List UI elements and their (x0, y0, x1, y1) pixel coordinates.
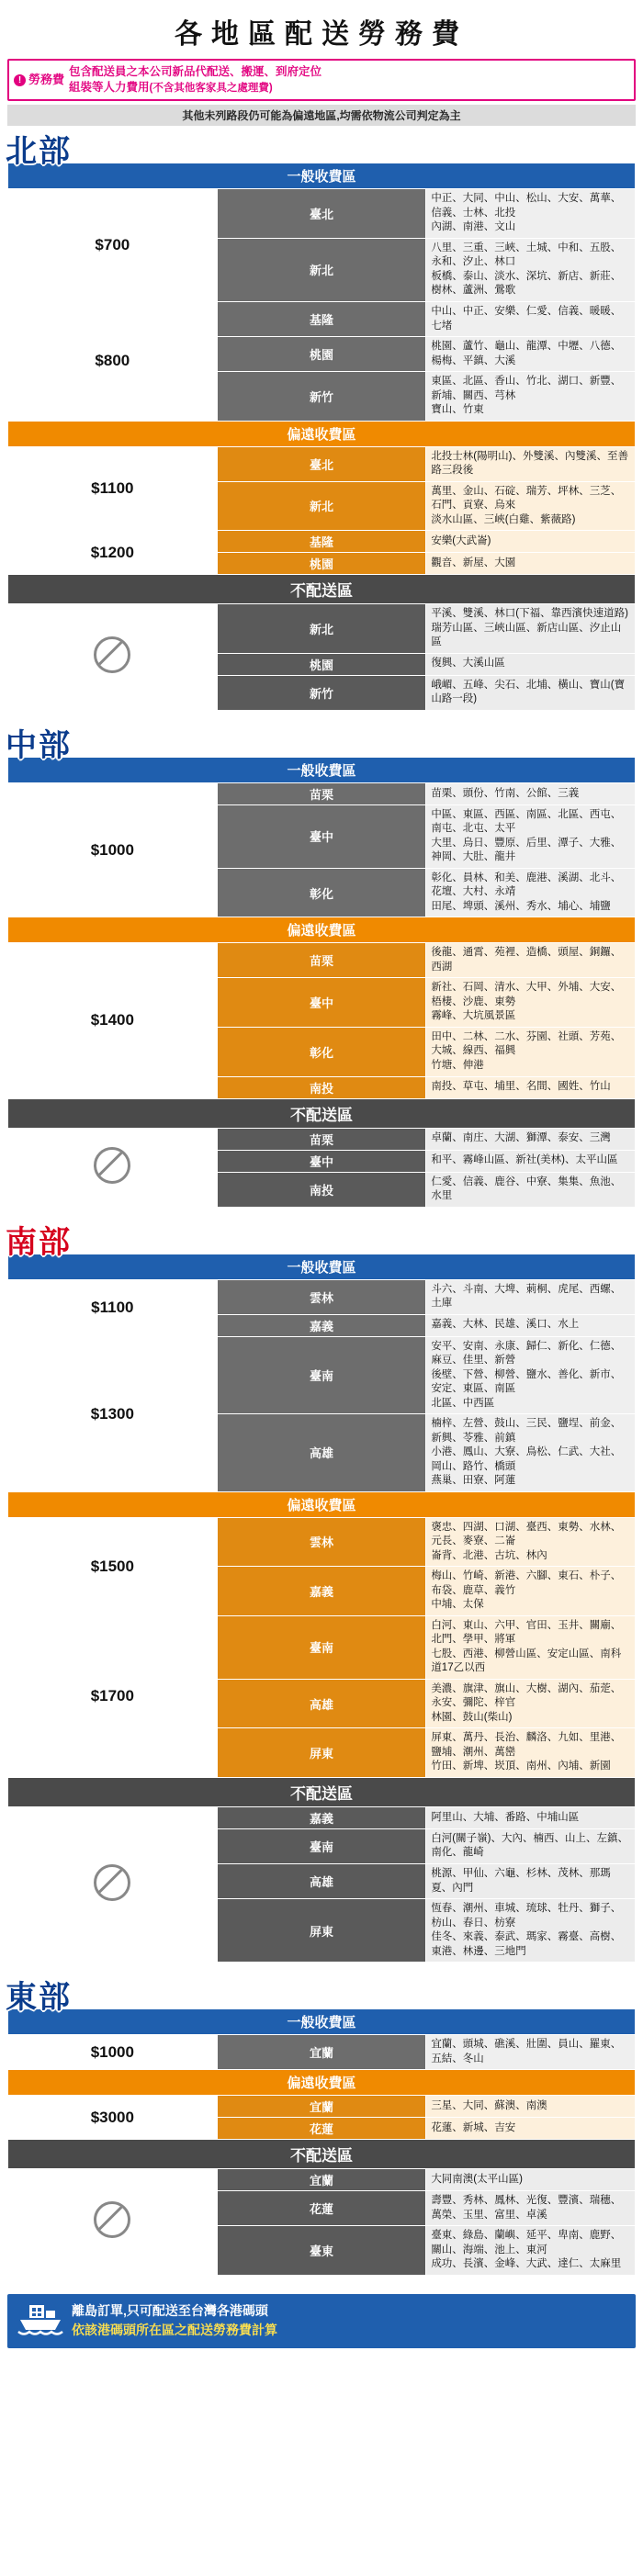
area-line: 白河、東山、六甲、官田、玉井、關廟、北門、學甲、將軍 (431, 1619, 622, 1646)
price-cell: $1100 (8, 1279, 218, 1336)
area-list-cell (426, 1806, 636, 1828)
area-list-cell (426, 238, 636, 301)
area-line: 臺東、綠島、蘭嶼、延平、卑南、鹿野、關山、海端、池上、東河 (431, 2230, 622, 2255)
section-spacer (0, 1963, 643, 1972)
price-cell: $1100 (8, 446, 218, 531)
area-line: 白河(關子嶺)、大內、楠西、山上、左鎮、南化、龍崎 (431, 1832, 628, 1859)
area-line: 大里、烏日、豐原、后里、潭子、大雅、神岡、大肚、龍井 (431, 837, 622, 863)
price-cell: $1300 (8, 1336, 218, 1491)
region-name: 南部 (6, 1224, 72, 1260)
city-cell: 桃園 (217, 553, 426, 575)
area-line: 桃園、蘆竹、龜山、龍潭、中壢、八德、楊梅、平鎮、大溪 (431, 341, 622, 366)
city-cell: 嘉義 (217, 1567, 426, 1616)
area-line: 中正、大同、中山、松山、大安、萬華、信義、士林、北投 (431, 193, 622, 219)
no-entry-icon (94, 1864, 130, 1901)
city-cell: 臺北 (217, 446, 426, 481)
table-row (8, 531, 636, 553)
price-cell: $3000 (8, 2096, 218, 2140)
table-row (8, 2035, 636, 2070)
area-line: 林園、鼓山(柴山) (431, 1711, 513, 1723)
city-cell: 臺中 (217, 804, 426, 868)
table-row (8, 1279, 636, 1314)
city-cell: 新竹 (217, 675, 426, 710)
area-line: 燕巢、田寮、阿蓮 (431, 1475, 516, 1487)
area-line: 中區、東區、西區、南區、北區、西屯、南屯、北屯、太平 (431, 808, 622, 835)
area-list-cell (426, 337, 636, 372)
area-line: 佳冬、來義、泰武、瑪家、霧臺、高樹、東港、林邊、三地門 (431, 1931, 622, 1957)
footer-line-1: 離島訂單,只可配送至台灣各港碼頭 (72, 2303, 268, 2319)
city-cell: 彰化 (217, 868, 426, 917)
area-line: 田中、二林、二水、芬園、社頭、芳苑、大城、線西、福興 (431, 1030, 622, 1057)
region-header-0 (0, 131, 643, 170)
area-list-cell (426, 553, 636, 575)
table-row (8, 1806, 636, 1828)
area-line: 霧峰、大坑風景區 (431, 1010, 516, 1022)
city-cell: 臺北 (217, 189, 426, 239)
area-line: 板橋、泰山、淡水、深坑、新店、新莊、樹林、蘆洲、鶯歌 (431, 270, 622, 297)
price-cell: $1200 (8, 531, 218, 575)
exclamation-icon: ! (14, 74, 26, 86)
section-bar-noship: 不配送區 (8, 1777, 636, 1806)
area-line: 美濃、旗津、旗山、大樹、湖內、茄萣、永安、彌陀、梓官 (431, 1682, 622, 1709)
note-body (69, 61, 325, 99)
area-line: 中山、中正、安樂、仁愛、信義、暖暖、七堵 (431, 306, 622, 332)
table-row (8, 2096, 636, 2118)
regions-container (0, 131, 643, 2284)
city-cell: 南投 (217, 1172, 426, 1207)
area-line: 小港、鳳山、大寮、鳥松、仁武、大社、岡山、路竹、橋頭 (431, 1446, 622, 1472)
no-entry-icon (94, 636, 130, 673)
area-list-cell (426, 1615, 636, 1679)
city-cell: 高雄 (217, 1414, 426, 1492)
city-cell: 屏東 (217, 1728, 426, 1778)
area-line: 觀音、新屋、大園 (431, 557, 516, 568)
city-cell: 屏東 (217, 1899, 426, 1963)
area-line: 淡水山區、三峽(白雞、紫薇路) (431, 513, 576, 525)
region-name: 中部 (6, 727, 72, 763)
area-list-cell (426, 1027, 636, 1076)
city-cell: 宜蘭 (217, 2169, 426, 2191)
area-list-cell (426, 1414, 636, 1492)
price-cell: $1000 (8, 782, 218, 917)
ship-icon (17, 2301, 64, 2341)
section-bar-noship: 不配送區 (8, 2140, 636, 2169)
area-line: 峨嵋、五峰、尖石、北埔、橫山、寶山(寶山路一段) (431, 679, 626, 705)
area-list-cell (426, 804, 636, 868)
region-table-東部 (7, 2008, 636, 2276)
area-line: 屏東、萬丹、長治、麟洛、九如、里港、鹽埔、潮州、萬巒 (431, 1732, 622, 1758)
city-cell: 高雄 (217, 1679, 426, 1728)
area-line: 內湖、南港、文山 (431, 221, 516, 233)
section-bar-normal: 一般收費區 (8, 1254, 636, 1279)
area-list-cell (426, 2169, 636, 2191)
section-spacer (0, 711, 643, 720)
area-list-cell (426, 2226, 636, 2276)
section-bar-remote: 偏遠收費區 (8, 1491, 636, 1517)
service-fee-note (7, 59, 636, 101)
table-row (8, 302, 636, 337)
no-delivery-icon (8, 1806, 218, 1962)
region-header-1 (0, 726, 643, 763)
city-cell: 高雄 (217, 1864, 426, 1899)
area-line: 褒忠、四湖、口湖、臺西、東勢、水林、元長、麥寮、二崙 (431, 1521, 622, 1547)
region-name: 東部 (6, 1980, 72, 2016)
price-cell: $700 (8, 189, 218, 302)
area-list-cell (426, 653, 636, 675)
city-cell: 新北 (217, 238, 426, 301)
table-row (8, 1336, 636, 1414)
city-cell: 臺東 (217, 2226, 426, 2276)
area-line: 七股、西港、柳營山區、安定山區、南科道17乙以西 (431, 1648, 622, 1674)
area-list-cell (426, 1128, 636, 1150)
area-line: 北區、中西區 (431, 1397, 495, 1409)
table-row (8, 1615, 636, 1679)
area-list-cell (426, 1567, 636, 1616)
price-cell: $1000 (8, 2035, 218, 2070)
city-cell: 彰化 (217, 1027, 426, 1076)
section-bar-noship: 不配送區 (8, 1098, 636, 1128)
area-list-cell (426, 2096, 636, 2118)
table-row (8, 2169, 636, 2191)
city-cell: 苗栗 (217, 782, 426, 804)
footer-text (72, 2301, 277, 2340)
city-cell: 桃園 (217, 337, 426, 372)
no-delivery-icon (8, 1128, 218, 1207)
area-line: 後壁、下營、柳營、鹽水、善化、新市、安定、東區、南區 (431, 1368, 622, 1395)
area-list-cell (426, 782, 636, 804)
table-row (8, 604, 636, 654)
area-line: 瑞芳山區、三峽山區、新店山區、汐止山區 (431, 622, 622, 648)
note-line-2 (69, 80, 322, 96)
area-line: 寶山、竹東 (431, 404, 484, 416)
area-list-cell (426, 189, 636, 239)
area-list-cell (426, 675, 636, 710)
area-line: 田尾、埤頭、溪州、秀水、埔心、埔鹽 (431, 900, 611, 912)
area-line: 桃源、甲仙、六龜、杉林、茂林、那瑪夏、內門 (431, 1868, 611, 1894)
area-list-cell (426, 978, 636, 1028)
area-list-cell (426, 2035, 636, 2070)
region-header-3 (0, 1977, 643, 2016)
footer-notice (7, 2294, 636, 2348)
area-line: 三星、大同、蘇澳、南澳 (431, 2099, 547, 2111)
city-cell: 雲林 (217, 1517, 426, 1567)
area-line: 大同南澳(太平山區) (431, 2173, 523, 2185)
area-list-cell (426, 372, 636, 422)
area-line: 成功、長濱、金峰、大武、達仁、太麻里 (431, 2258, 622, 2270)
area-list-cell (426, 943, 636, 978)
area-line: 卓蘭、南庄、大湖、獅潭、泰安、三灣 (431, 1132, 611, 1144)
city-cell: 新北 (217, 481, 426, 531)
no-delivery-icon (8, 604, 218, 711)
section-spacer (0, 1208, 643, 1217)
note-badge (9, 61, 69, 99)
area-line: 彰化、員林、和美、鹿港、溪湖、北斗、花壇、大村、永靖 (431, 872, 622, 898)
area-line: 新社、石岡、清水、大甲、外埔、大安、梧棲、沙鹿、東勢 (431, 982, 622, 1007)
city-cell: 嘉義 (217, 1314, 426, 1336)
area-list-cell (426, 302, 636, 337)
area-line: 苗栗、頭份、竹南、公館、三義 (431, 787, 580, 799)
note-line-2-main: 組裝等人力費用 (69, 80, 150, 94)
region-name: 北部 (6, 134, 72, 170)
section-bar-remote: 偏遠收費區 (8, 917, 636, 943)
city-cell: 苗栗 (217, 1128, 426, 1150)
area-list-cell (426, 1517, 636, 1567)
area-line: 復興、大溪山區 (431, 658, 505, 669)
area-list-cell (426, 1336, 636, 1414)
area-list-cell (426, 2118, 636, 2140)
price-cell: $1700 (8, 1615, 218, 1777)
page-title: 各地區配送勞務費 (175, 19, 468, 50)
city-cell: 宜蘭 (217, 2096, 426, 2118)
area-list-cell (426, 1279, 636, 1314)
gray-band-notice: 其他未列路段仍可能為偏遠地區,均需依物流公司判定為主 (7, 105, 636, 126)
city-cell: 花蓮 (217, 2191, 426, 2226)
area-list-cell (426, 1864, 636, 1899)
city-cell: 臺南 (217, 1828, 426, 1863)
city-cell: 苗栗 (217, 943, 426, 978)
area-list-cell (426, 1314, 636, 1336)
note-badge-label: 勞務費 (28, 73, 65, 87)
area-list-cell (426, 868, 636, 917)
city-cell: 新竹 (217, 372, 426, 422)
section-bar-noship: 不配送區 (8, 575, 636, 604)
area-list-cell (426, 1899, 636, 1963)
area-line: 阿里山、大埔、番路、中埔山區 (431, 1811, 580, 1823)
price-cell: $800 (8, 302, 218, 422)
area-line: 和平、霧峰山區、新社(美林)、太平山區 (431, 1154, 618, 1166)
section-spacer (0, 2276, 643, 2285)
area-line: 壽豐、秀林、鳳林、光復、豐濱、瑞穗、萬榮、玉里、富里、卓溪 (431, 2195, 622, 2221)
area-line: 花蓮、新城、吉安 (431, 2121, 516, 2133)
table-row (8, 1517, 636, 1567)
note-line-2-sub: (不含其他客家具之處理費) (149, 82, 273, 94)
price-cell: $1400 (8, 943, 218, 1098)
city-cell: 南投 (217, 1076, 426, 1098)
table-row (8, 782, 636, 804)
table-row (8, 446, 636, 481)
area-line: 竹塘、伸港 (431, 1059, 484, 1071)
area-line: 萬里、金山、石碇、瑞芳、坪林、三芝、石門、貢寮、烏來 (431, 485, 622, 512)
area-line: 崙背、北港、古坑、林內 (431, 1549, 547, 1561)
city-cell: 基隆 (217, 531, 426, 553)
area-line: 後龍、通霄、苑裡、造橋、頭屋、銅鑼、西湖 (431, 947, 622, 973)
city-cell: 臺中 (217, 978, 426, 1028)
area-line: 竹田、新埤、崁頂、南州、內埔、新園 (431, 1760, 611, 1772)
no-entry-icon (94, 2201, 130, 2238)
table-row (8, 1128, 636, 1150)
area-list-cell (426, 531, 636, 553)
region-header-2 (0, 1222, 643, 1260)
area-line: 仁愛、信義、鹿谷、中寮、集集、魚池、水里 (431, 1176, 622, 1202)
city-cell: 臺南 (217, 1336, 426, 1414)
area-line: 宜蘭、頭城、礁溪、壯圍、員山、羅東、五結、冬山 (431, 2039, 622, 2064)
city-cell: 花蓮 (217, 2118, 426, 2140)
area-list-cell (426, 2191, 636, 2226)
area-list-cell (426, 1076, 636, 1098)
section-bar-normal: 一般收費區 (8, 163, 636, 189)
no-delivery-icon (8, 2169, 218, 2276)
note-line-1: 包含配送員之本公司新品代配送、搬運、到府定位 (69, 65, 322, 78)
city-cell: 宜蘭 (217, 2035, 426, 2070)
section-bar-remote: 偏遠收費區 (8, 2070, 636, 2096)
city-cell: 新北 (217, 604, 426, 654)
city-cell: 雲林 (217, 1279, 426, 1314)
region-table-南部 (7, 1254, 636, 1963)
area-line: 平溪、雙溪、林口(下福、靠西濱快速道路) (431, 608, 628, 620)
area-line: 中埔、太保 (431, 1599, 484, 1611)
region-table-中部 (7, 757, 636, 1208)
city-cell: 基隆 (217, 302, 426, 337)
area-list-cell (426, 1828, 636, 1863)
area-line: 恆春、潮州、車城、琉球、牡丹、獅子、枋山、春日、枋寮 (431, 1903, 622, 1929)
area-list-cell (426, 1679, 636, 1728)
area-line: 八里、三重、三峽、土城、中和、五股、永和、汐止、林口 (431, 242, 622, 268)
section-bar-normal: 一般收費區 (8, 2009, 636, 2035)
table-row (8, 189, 636, 239)
section-bar-remote: 偏遠收費區 (8, 421, 636, 446)
no-entry-icon (94, 1147, 130, 1184)
area-list-cell (426, 604, 636, 654)
area-line: 東區、北區、香山、竹北、湖口、新豐、新埔、關西、芎林 (431, 376, 622, 401)
footer-line-2: 依該港碼頭所在區之配送勞務費計算 (72, 2323, 277, 2338)
area-line: 南投、草屯、埔里、名間、國姓、竹山 (431, 1081, 611, 1093)
area-list-cell (426, 1728, 636, 1778)
region-table-北部 (7, 163, 636, 710)
area-list-cell (426, 481, 636, 531)
table-row (8, 943, 636, 978)
city-cell: 臺南 (217, 1615, 426, 1679)
area-line: 安樂(大武崙) (431, 534, 491, 546)
area-line: 斗六、斗南、大埤、莿桐、虎尾、西螺、土庫 (431, 1283, 622, 1310)
area-line: 北投士林(陽明山)、外雙溪、內雙溪、至善路三段後 (431, 450, 628, 477)
city-cell: 嘉義 (217, 1806, 426, 1828)
section-bar-normal: 一般收費區 (8, 757, 636, 782)
area-line: 梅山、竹崎、新港、六腳、東石、朴子、布袋、鹿草、義竹 (431, 1570, 622, 1596)
area-line: 安平、安南、永康、歸仁、新化、仁德、麻豆、佳里、新營 (431, 1340, 622, 1367)
area-line: 嘉義、大林、民雄、溪口、水上 (431, 1319, 580, 1331)
city-cell: 臺中 (217, 1150, 426, 1172)
price-cell: $1500 (8, 1517, 218, 1615)
city-cell: 桃園 (217, 653, 426, 675)
area-list-cell (426, 1172, 636, 1207)
area-list-cell (426, 1150, 636, 1172)
area-list-cell (426, 446, 636, 481)
area-line: 楠梓、左營、鼓山、三民、鹽埕、前金、新興、苓雅、前鎮 (431, 1418, 622, 1444)
